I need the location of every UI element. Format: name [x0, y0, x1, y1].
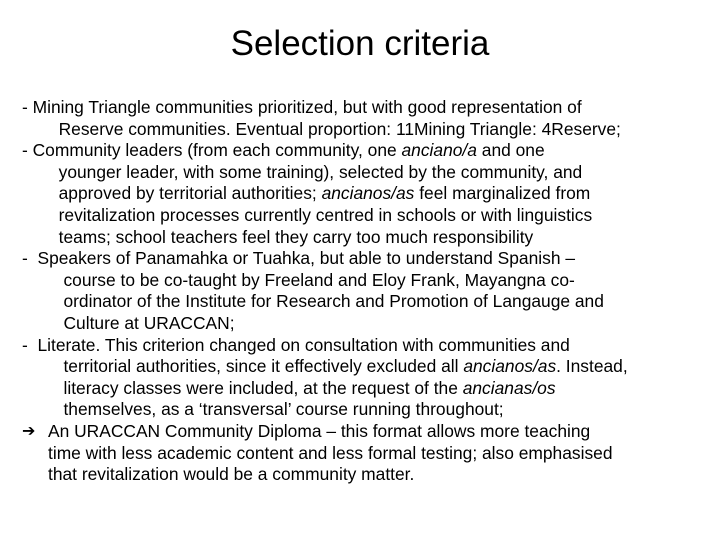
text-line: Literate. This criterion changed on consultation with communities and: [37, 334, 570, 355]
bullet-marker: -: [22, 248, 38, 269]
text-line: that revitalization would be a community matter.: [48, 464, 415, 485]
bullet-text: [33, 140, 712, 248]
text-line: literacy classes were included, at the request of the ancianas/os: [63, 377, 556, 398]
italic-term: ancianos/as: [463, 356, 557, 377]
italic-term: ancianos/as: [321, 183, 415, 204]
bullet-item: [22, 421, 712, 486]
bullet-item: [22, 248, 712, 334]
text-line: Speakers of Panamahka or Tuahka, but able to understand Spanish –: [37, 248, 576, 269]
italic-term: anciano/a: [401, 140, 477, 161]
text-line: themselves, as a ‘transversal’ course running throughout;: [63, 399, 504, 420]
italic-term: ancianas/os: [462, 377, 556, 398]
text-line: revitalization processes currently centred in schools or with linguistics: [58, 204, 593, 225]
bullet-marker: -: [22, 140, 33, 161]
bullet-item: [22, 140, 712, 248]
bullet-item: [22, 97, 712, 140]
text-line: Mining Triangle communities prioritized, but with good representation of: [32, 97, 582, 117]
bullet-text: [33, 97, 712, 140]
text-line: Community leaders (from each community, one anciano/a and one: [32, 140, 545, 161]
bullet-item: [22, 335, 712, 421]
text-line: Reserve communities. Eventual proportion: 11Mining Triangle: 4Reserve;: [58, 118, 621, 139]
text-line: ordinator of the Institute for Research and Promotion of Langauge and: [63, 291, 604, 312]
bullet-text: [37, 335, 712, 421]
slide-title: Selection criteria: [230, 24, 490, 63]
text-line: An URACCAN Community Diploma – this format allows more teaching: [48, 420, 591, 441]
text-line: Culture at URACCAN;: [63, 312, 235, 333]
text-line: younger leader, with some training), selected by the community, and: [58, 161, 583, 182]
text-line: approved by territorial authorities; ancianos/as feel marginalized from: [58, 183, 591, 204]
text-line: teams; school teachers feel they carry too much responsibility: [58, 226, 534, 247]
text-line: territorial authorities, since it effectively excluded all ancianos/as. Instead,: [63, 356, 628, 377]
bullet-marker: -: [22, 97, 33, 117]
text-line: course to be co-taught by Freeland and Eloy Frank, Mayangna co-: [63, 269, 575, 290]
bullet-marker: -: [22, 334, 38, 355]
bullet-text: [37, 248, 712, 334]
text-line: time with less academic content and less formal testing; also emphasised: [48, 442, 613, 463]
bullet-text: [48, 421, 712, 486]
slide-body: [22, 97, 712, 486]
arrow-bullet-icon: ➔: [22, 422, 36, 440]
